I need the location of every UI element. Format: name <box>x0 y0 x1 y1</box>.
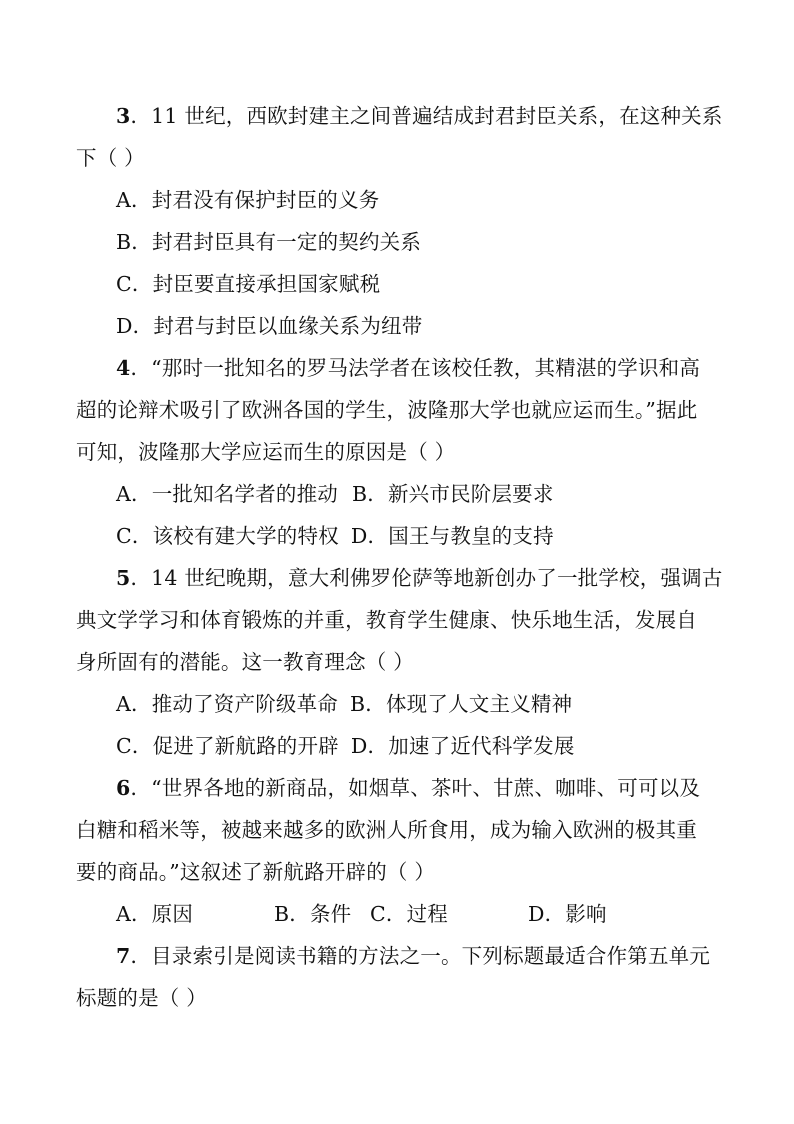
question-6-line-1 <box>0 767 794 809</box>
question-6-option-a: A．原因 <box>116 902 194 926</box>
question-4-option-b: B．新兴市民阶层要求 <box>352 482 554 506</box>
question-5-option-a: A．推动了资产阶级革命 <box>116 692 339 716</box>
question-6-options <box>0 893 794 935</box>
question-text: ．11 世纪，西欧封建主之间普遍结成封君封臣关系，在这种关系 <box>130 104 723 128</box>
question-text: ．“那时一批知名的罗马法学者在该校任教，其精湛的学识和高 <box>130 356 701 380</box>
question-3-line-2: 下（ ） <box>76 146 145 170</box>
question-number: 3 <box>116 104 131 128</box>
question-6-line-2: 白糖和稻米等，被越来越多的欧洲人所食用，成为输入欧洲的极其重 <box>76 818 697 842</box>
question-5-option-b: B．体现了人文主义精神 <box>350 692 573 716</box>
question-3-option-d: D．封君与封臣以血缘关系为纽带 <box>116 314 423 338</box>
question-number: 7 <box>116 944 131 968</box>
question-3-option-c: C．封臣要直接承担国家赋税 <box>116 272 381 296</box>
question-5-line-1 <box>0 557 794 599</box>
question-5-options-ab <box>0 683 794 725</box>
question-4-line-2: 超的论辩术吸引了欧洲各国的学生，波隆那大学也就应运而生。”据此 <box>76 398 698 422</box>
question-4-line-3: 可知，波隆那大学应运而生的原因是（ ） <box>76 440 456 464</box>
question-3-option-b: B．封君封臣具有一定的契约关系 <box>116 230 422 254</box>
question-6-line-3: 要的商品。”这叙述了新航路开辟的（ ） <box>76 860 436 884</box>
question-5-line-3: 身所固有的潜能。这一教育理念（ ） <box>76 650 414 674</box>
question-4-option-c: C．该校有建大学的特权 <box>116 524 339 548</box>
question-5-option-d: D．加速了近代科学发展 <box>350 734 575 758</box>
question-5-line-2: 典文学学习和体育锻炼的并重，教育学生健康、快乐地生活，发展自 <box>76 608 697 632</box>
question-4-option-d: D．国王与教皇的支持 <box>350 524 554 548</box>
question-6-option-d: D．影响 <box>528 902 607 926</box>
question-3-line-1 <box>0 95 794 137</box>
question-4-line-1 <box>0 347 794 389</box>
question-text: ．14 世纪晚期，意大利佛罗伦萨等地新创办了一批学校，强调古 <box>130 566 723 590</box>
question-7-line-2: 标题的是（ ） <box>76 986 207 1010</box>
question-number: 5 <box>116 566 131 590</box>
question-4-options-cd <box>0 515 794 557</box>
question-5-options-cd <box>0 725 794 767</box>
question-3-option-a: A．封君没有保护封臣的义务 <box>116 188 380 212</box>
question-5-option-c: C．促进了新航路的开辟 <box>116 734 339 758</box>
question-text: ．“世界各地的新商品，如烟草、茶叶、甘蔗、咖啡、可可以及 <box>130 776 701 800</box>
question-6-option-c: C．过程 <box>370 902 448 926</box>
question-number: 6 <box>116 776 131 800</box>
question-6-option-b: B．条件 <box>274 902 352 926</box>
question-7-line-1 <box>0 935 794 977</box>
question-4-options-ab <box>0 473 794 515</box>
question-4-option-a: A．一批知名学者的推动 <box>116 482 339 506</box>
question-number: 4 <box>116 356 131 380</box>
question-text: ．目录索引是阅读书籍的方法之一。下列标题最适合作第五单元 <box>130 944 711 968</box>
